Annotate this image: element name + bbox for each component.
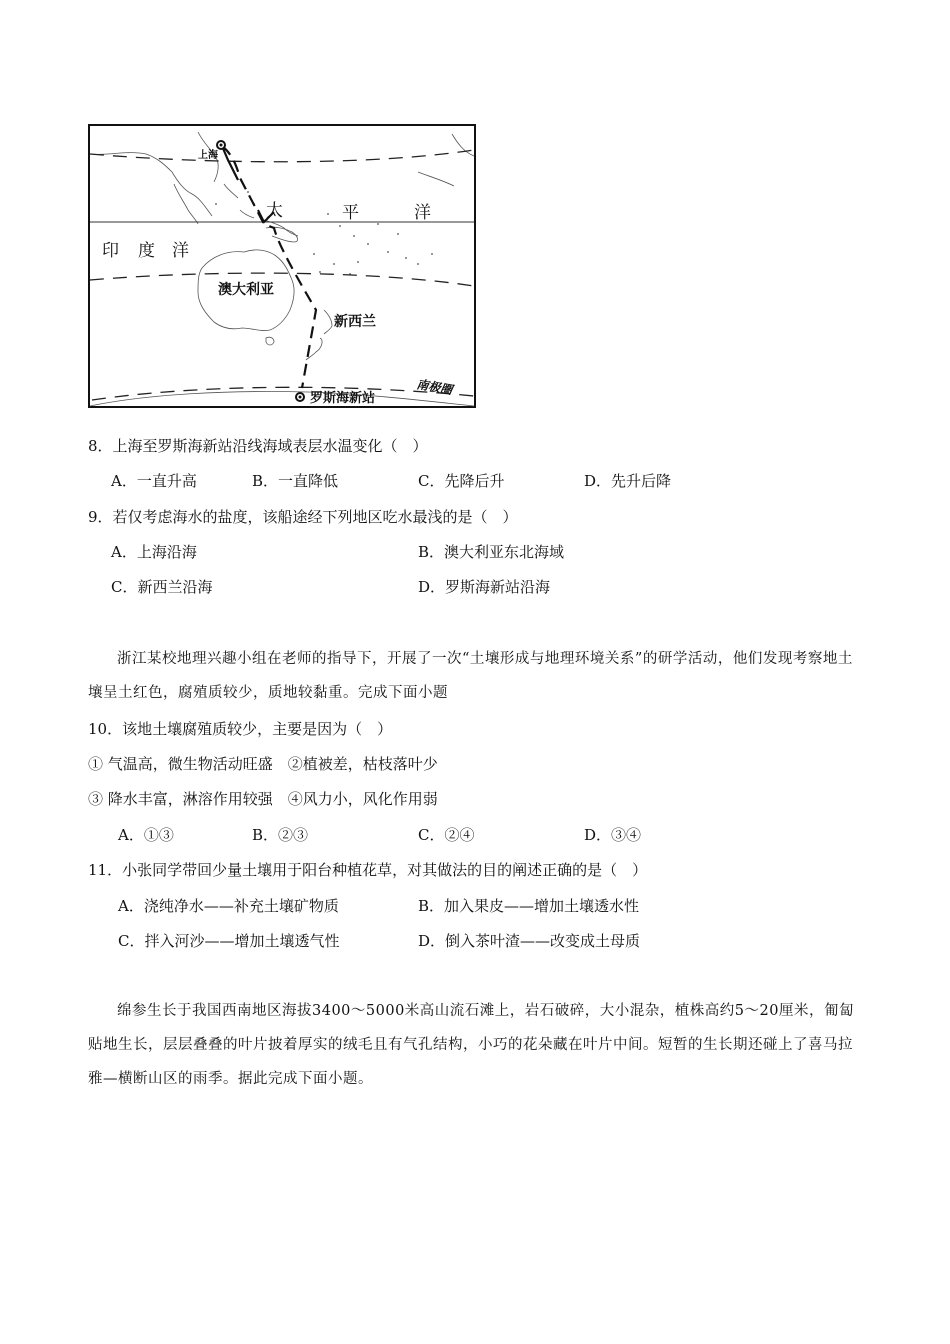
question-9-stem: 9．若仅考虑海水的盐度，该船途经下列地区吃水最浅的是（ ） — [88, 508, 518, 526]
q10-option-b[interactable]: B．②③ — [252, 826, 309, 844]
map-frame — [89, 125, 475, 407]
label-pacific-3: 洋 — [414, 203, 431, 223]
label-indian-3: 洋 — [172, 241, 189, 261]
label-ross-station: 罗斯海新站 — [310, 391, 376, 406]
q10-option-c[interactable]: C．②④ — [418, 826, 475, 844]
q11-option-a[interactable]: A．浇纯净水——补充土壤矿物质 — [118, 897, 339, 915]
q9-option-d[interactable]: D．罗斯海新站沿海 — [418, 578, 551, 596]
q8-option-c[interactable]: C．先降后升 — [418, 472, 505, 490]
label-new-zealand: 新西兰 — [334, 314, 376, 330]
question-10-stem: 10．该地土壤腐殖质较少，主要是因为（ ） — [88, 720, 393, 738]
q10-option-a[interactable]: A．①③ — [118, 826, 174, 844]
plant-passage: 绵参生长于我国西南地区海拔3400～5000米高山流石滩上，岩石破碎，大小混杂，植株高约5～20厘米，匍匐贴地生长，层层叠叠的叶片披着厚实的绒毛且有气孔结构，小巧的花朵藏在叶片中间。短暂的生长期还碰上了喜马拉雅—横断山区的雨季。据此完成下面小题。 — [88, 1003, 854, 1087]
label-shanghai: 上海 — [198, 150, 218, 161]
label-indian-2: 度 — [138, 241, 155, 261]
q9-option-c[interactable]: C．新西兰沿海 — [111, 578, 213, 596]
soil-passage: 浙江某校地理兴趣小组在老师的指导下，开展了一次“土壤形成与地理环境关系”的研学活动，他们发现考察地土壤呈土红色，腐殖质较少，质地较黏重。完成下面小题 — [88, 651, 853, 701]
q8-option-a[interactable]: A．一直升高 — [111, 472, 197, 490]
label-australia: 澳大利亚 — [218, 282, 274, 298]
route-map — [88, 124, 476, 408]
q10-statements-1: ① 气温高，微生物活动旺盛 ②植被差，枯枝落叶少 — [88, 755, 438, 773]
question-8-stem: 8．上海至罗斯海新站沿线海域表层水温变化（ ） — [88, 437, 428, 455]
label-antarctic-circle: 南极圈 — [415, 377, 454, 398]
q11-option-b[interactable]: B．加入果皮——增加土壤透水性 — [418, 897, 640, 915]
q10-option-d[interactable]: D．③④ — [584, 826, 642, 844]
q9-option-b[interactable]: B．澳大利亚东北海域 — [418, 543, 565, 561]
label-pacific-2: 平 — [342, 203, 359, 223]
label-indian-1: 印 — [102, 241, 119, 261]
q9-option-a[interactable]: A．上海沿海 — [111, 543, 197, 561]
label-pacific-1: 太 — [266, 201, 283, 221]
q11-option-c[interactable]: C．拌入河沙——增加土壤透气性 — [118, 932, 340, 950]
question-11-stem: 11．小张同学带回少量土壤用于阳台种植花草，对其做法的目的阐述正确的是（ ） — [88, 861, 648, 879]
q8-option-d[interactable]: D．先升后降 — [584, 472, 672, 490]
q10-statements-2: ③ 降水丰富，淋溶作用较强 ④风力小，风化作用弱 — [88, 790, 438, 808]
q11-option-d[interactable]: D．倒入茶叶渣——改变成土母质 — [418, 932, 641, 950]
q8-option-b[interactable]: B．一直降低 — [252, 472, 339, 490]
